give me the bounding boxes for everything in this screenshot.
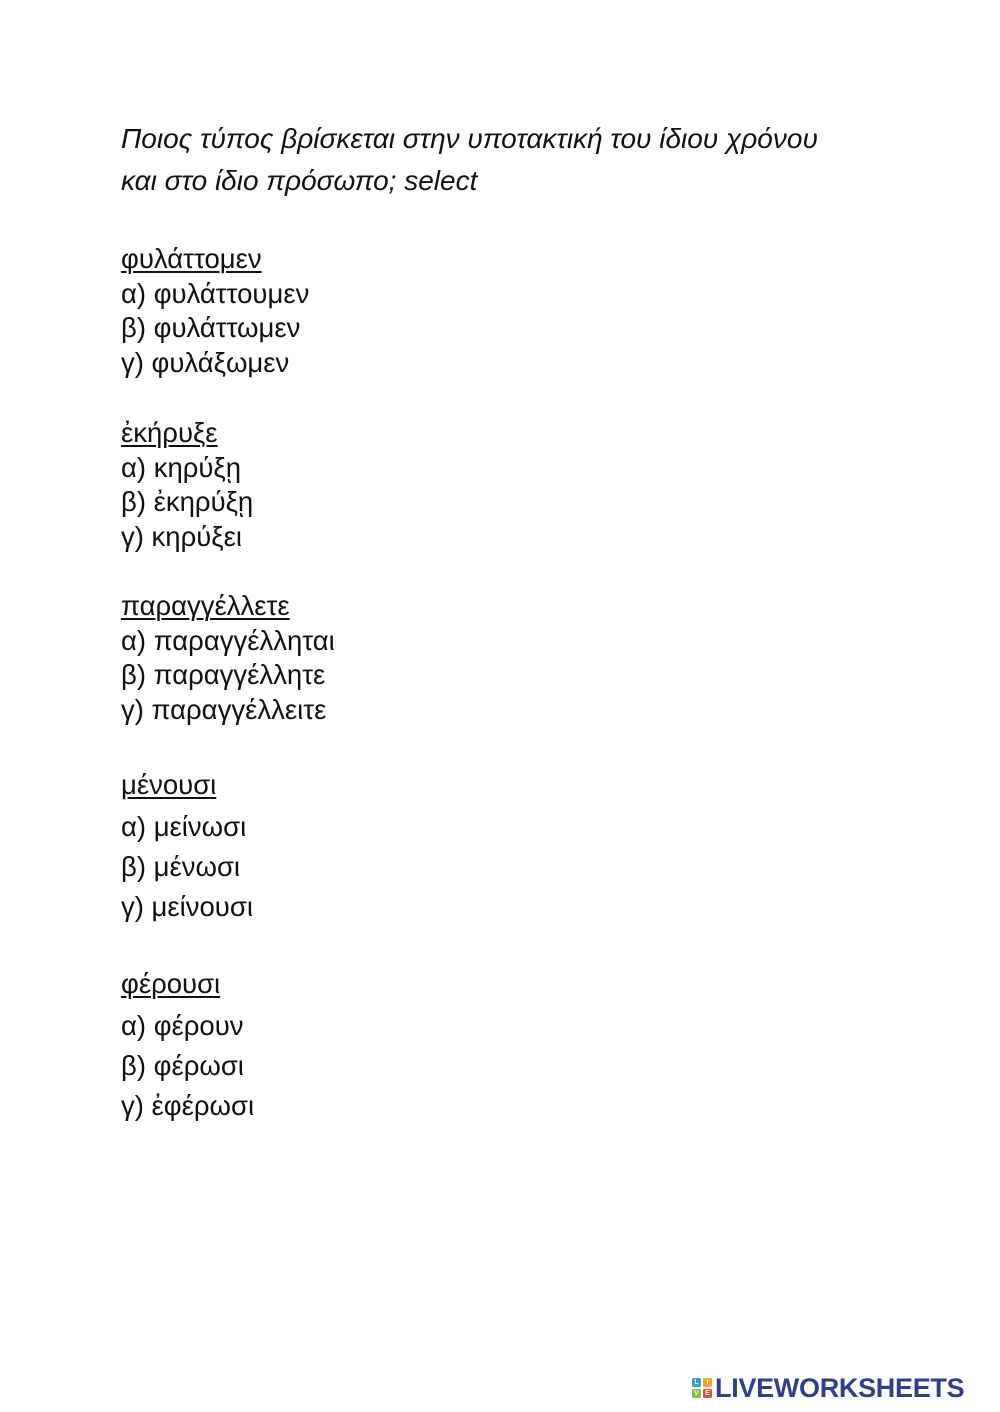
question-1 bbox=[121, 242, 309, 381]
option-b[interactable]: β) φέρωσι bbox=[121, 1050, 244, 1081]
question-prompt: φέρουσι bbox=[121, 968, 221, 999]
option-a[interactable]: α) κηρύξῃ bbox=[121, 451, 242, 483]
option-a[interactable]: α) φυλάττουμεν bbox=[121, 277, 310, 309]
question-3 bbox=[121, 589, 335, 728]
option-c[interactable]: γ) φυλάξωμεν bbox=[121, 347, 290, 379]
logo-mark-tile: V bbox=[692, 1389, 701, 1398]
option-c[interactable]: γ) ἐφέρωσι bbox=[121, 1090, 255, 1121]
option-a[interactable]: α) παραγγέλληται bbox=[121, 624, 335, 656]
instruction-line-2: και στο ίδιο πρόσωπο; select bbox=[121, 165, 478, 196]
question-prompt: φυλάττομεν bbox=[121, 243, 262, 274]
question-5 bbox=[121, 966, 254, 1126]
instruction-line-1: Ποιος τύπος βρίσκεται στην υποτακτική του ίδιου χρόνου bbox=[121, 123, 818, 154]
option-b[interactable]: β) ἐκηρύξῃ bbox=[121, 486, 254, 518]
option-b[interactable]: β) φυλάττωμεν bbox=[121, 312, 301, 344]
option-c[interactable]: γ) κηρύξει bbox=[121, 521, 242, 553]
logo-mark-tile: I bbox=[703, 1378, 712, 1387]
option-b[interactable]: β) παραγγέλλητε bbox=[121, 659, 326, 691]
option-a[interactable]: α) φέρουν bbox=[121, 1010, 244, 1041]
logo-text: LIVEWORKSHEETS bbox=[715, 1372, 965, 1403]
instruction bbox=[121, 118, 921, 202]
option-c[interactable]: γ) μείνουσι bbox=[121, 891, 253, 922]
logo-mark-tile: L bbox=[692, 1378, 701, 1387]
question-2 bbox=[121, 416, 253, 555]
question-4 bbox=[121, 767, 253, 927]
logo-mark-tile: E bbox=[703, 1389, 712, 1398]
question-prompt: μένουσι bbox=[121, 769, 217, 800]
liveworksheets-logo bbox=[692, 1372, 964, 1404]
logo-mark-icon bbox=[692, 1378, 712, 1398]
option-c[interactable]: γ) παραγγέλλειτε bbox=[121, 694, 327, 726]
option-a[interactable]: α) μείνωσι bbox=[121, 811, 247, 842]
option-b[interactable]: β) μένωσι bbox=[121, 851, 241, 882]
question-prompt: ἐκήρυξε bbox=[121, 417, 218, 448]
question-prompt: παραγγέλλετε bbox=[121, 590, 290, 621]
